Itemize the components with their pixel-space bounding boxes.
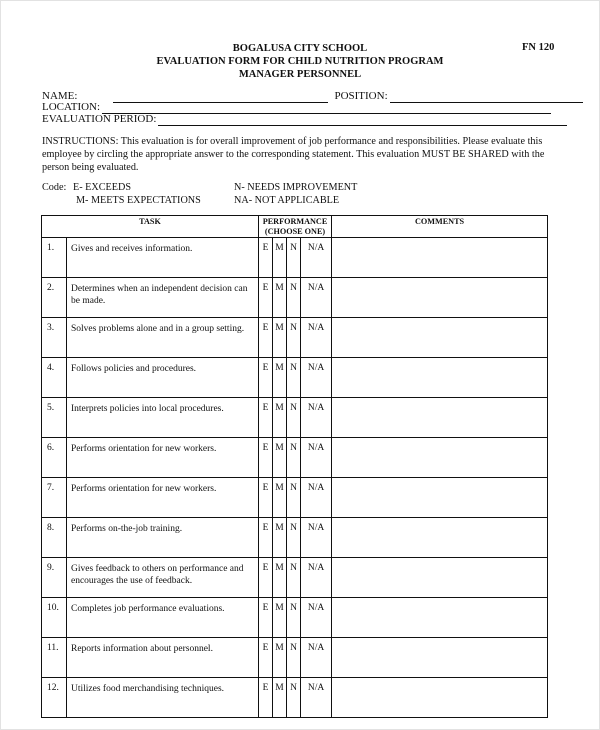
option-exceeds[interactable]: E — [259, 598, 273, 638]
task-description: Gives feedback to others on performance and encourages the use of feedback. — [67, 558, 259, 598]
comments-cell[interactable] — [332, 398, 548, 438]
task-description: Interprets policies into local procedures. — [67, 398, 259, 438]
task-description: Performs orientation for new workers. — [67, 438, 259, 478]
option-needs[interactable]: N — [287, 318, 301, 358]
option-exceeds[interactable]: E — [259, 398, 273, 438]
row-number: 3. — [42, 318, 67, 358]
comments-cell[interactable] — [332, 678, 548, 718]
option-needs[interactable]: N — [287, 358, 301, 398]
row-number: 7. — [42, 478, 67, 518]
option-exceeds[interactable]: E — [259, 238, 273, 278]
form-header — [0, 42, 600, 81]
location-label: LOCATION: — [42, 101, 101, 113]
comments-cell[interactable] — [332, 438, 548, 478]
task-description: Performs on-the-job training. — [67, 518, 259, 558]
option-not-applicable[interactable]: N/A — [301, 678, 332, 718]
option-not-applicable[interactable]: N/A — [301, 438, 332, 478]
row-number: 5. — [42, 398, 67, 438]
task-description: Performs orientation for new workers. — [67, 478, 259, 518]
task-description: Gives and receives information. — [67, 238, 259, 278]
code-exceeds: E- EXCEEDS — [73, 182, 132, 193]
option-exceeds[interactable]: E — [259, 518, 273, 558]
form-subtitle: MANAGER PERSONNEL — [238, 69, 362, 80]
option-not-applicable[interactable]: N/A — [301, 398, 332, 438]
option-needs[interactable]: N — [287, 638, 301, 678]
option-needs[interactable]: N — [287, 478, 301, 518]
row-number: 6. — [42, 438, 67, 478]
option-meets[interactable]: M — [273, 238, 287, 278]
option-not-applicable[interactable]: N/A — [301, 238, 332, 278]
choose-one-label: (CHOOSE ONE) — [264, 227, 326, 236]
code-label: Code: — [42, 182, 67, 193]
comments-cell[interactable] — [332, 318, 548, 358]
option-not-applicable[interactable]: N/A — [301, 518, 332, 558]
option-exceeds[interactable]: E — [259, 358, 273, 398]
row-number: 1. — [42, 238, 67, 278]
table-row — [42, 638, 548, 678]
option-meets[interactable]: M — [273, 278, 287, 318]
option-exceeds[interactable]: E — [259, 278, 273, 318]
code-meets: M- MEETS EXPECTATIONS — [76, 195, 201, 206]
option-not-applicable[interactable]: N/A — [301, 558, 332, 598]
option-meets[interactable]: M — [273, 678, 287, 718]
option-exceeds[interactable]: E — [259, 558, 273, 598]
option-not-applicable[interactable]: N/A — [301, 358, 332, 398]
table-row — [42, 678, 548, 718]
option-meets[interactable]: M — [273, 438, 287, 478]
instructions-text: INSTRUCTIONS: This evaluation is for overall improvement of job performance and responsibilities. Please evaluate this employee by circling the appropriate answer to the corresponding statement. This evaluation MUST BE SHARED with the person being evaluated. — [42, 136, 545, 173]
table-row — [42, 558, 548, 598]
task-description: Reports information about personnel. — [67, 638, 259, 678]
option-needs[interactable]: N — [287, 438, 301, 478]
option-not-applicable[interactable]: N/A — [301, 598, 332, 638]
task-description: Utilizes food merchandising techniques. — [67, 678, 259, 718]
row-number: 11. — [42, 638, 67, 678]
table-row — [42, 318, 548, 358]
comments-cell[interactable] — [332, 558, 548, 598]
table-header-row — [42, 216, 548, 238]
school-name: BOGALUSA CITY SCHOOL — [232, 43, 368, 54]
table-row — [42, 238, 548, 278]
comments-cell[interactable] — [332, 358, 548, 398]
evaluation-period-field[interactable] — [158, 115, 567, 126]
comments-cell[interactable] — [332, 278, 548, 318]
performance-header-label: PERFORMANCE — [262, 217, 328, 226]
option-needs[interactable]: N — [287, 678, 301, 718]
option-meets[interactable]: M — [273, 318, 287, 358]
name-label: NAME: — [42, 90, 78, 102]
form-number: FN 120 — [522, 42, 555, 53]
comments-column-header: COMMENTS — [332, 216, 548, 238]
code-not-applicable: NA- NOT APPLICABLE — [234, 195, 340, 206]
comments-cell[interactable] — [332, 518, 548, 558]
code-needs-improvement: N- NEEDS IMPROVEMENT — [234, 182, 358, 193]
table-row — [42, 518, 548, 558]
form-title: EVALUATION FORM FOR CHILD NUTRITION PROGRAM — [156, 56, 444, 67]
table-row — [42, 598, 548, 638]
option-meets[interactable]: M — [273, 638, 287, 678]
comments-cell[interactable] — [332, 598, 548, 638]
option-meets[interactable]: M — [273, 358, 287, 398]
period-label: EVALUATION PERIOD: — [42, 113, 157, 125]
position-label: POSITION: — [334, 90, 388, 102]
table-row — [42, 438, 548, 478]
option-needs[interactable]: N — [287, 238, 301, 278]
table-row — [42, 358, 548, 398]
row-number: 8. — [42, 518, 67, 558]
option-exceeds[interactable]: E — [259, 638, 273, 678]
row-number: 4. — [42, 358, 67, 398]
option-exceeds[interactable]: E — [259, 678, 273, 718]
option-needs[interactable]: N — [287, 278, 301, 318]
task-description: Determines when an independent decision can be made. — [67, 278, 259, 318]
table-row — [42, 398, 548, 438]
option-needs[interactable]: N — [287, 598, 301, 638]
table-row — [42, 278, 548, 318]
option-meets[interactable]: M — [273, 398, 287, 438]
option-exceeds[interactable]: E — [259, 438, 273, 478]
option-not-applicable[interactable]: N/A — [301, 318, 332, 358]
performance-column-header — [259, 216, 332, 238]
option-meets[interactable]: M — [273, 598, 287, 638]
table-row — [42, 478, 548, 518]
option-needs[interactable]: N — [287, 398, 301, 438]
evaluation-table — [41, 215, 548, 718]
row-number: 9. — [42, 558, 67, 598]
option-not-applicable[interactable]: N/A — [301, 638, 332, 678]
option-exceeds[interactable]: E — [259, 478, 273, 518]
option-meets[interactable]: M — [273, 558, 287, 598]
task-description: Follows policies and procedures. — [67, 358, 259, 398]
option-meets[interactable]: M — [273, 518, 287, 558]
option-meets[interactable]: M — [273, 478, 287, 518]
option-exceeds[interactable]: E — [259, 318, 273, 358]
row-number: 2. — [42, 278, 67, 318]
option-not-applicable[interactable]: N/A — [301, 478, 332, 518]
option-not-applicable[interactable]: N/A — [301, 278, 332, 318]
period-row — [42, 113, 567, 126]
option-needs[interactable]: N — [287, 558, 301, 598]
row-number: 12. — [42, 678, 67, 718]
comments-cell[interactable] — [332, 238, 548, 278]
task-description: Completes job performance evaluations. — [67, 598, 259, 638]
option-needs[interactable]: N — [287, 518, 301, 558]
task-column-header: TASK — [42, 216, 259, 238]
row-number: 10. — [42, 598, 67, 638]
task-description: Solves problems alone and in a group setting. — [67, 318, 259, 358]
comments-cell[interactable] — [332, 638, 548, 678]
comments-cell[interactable] — [332, 478, 548, 518]
